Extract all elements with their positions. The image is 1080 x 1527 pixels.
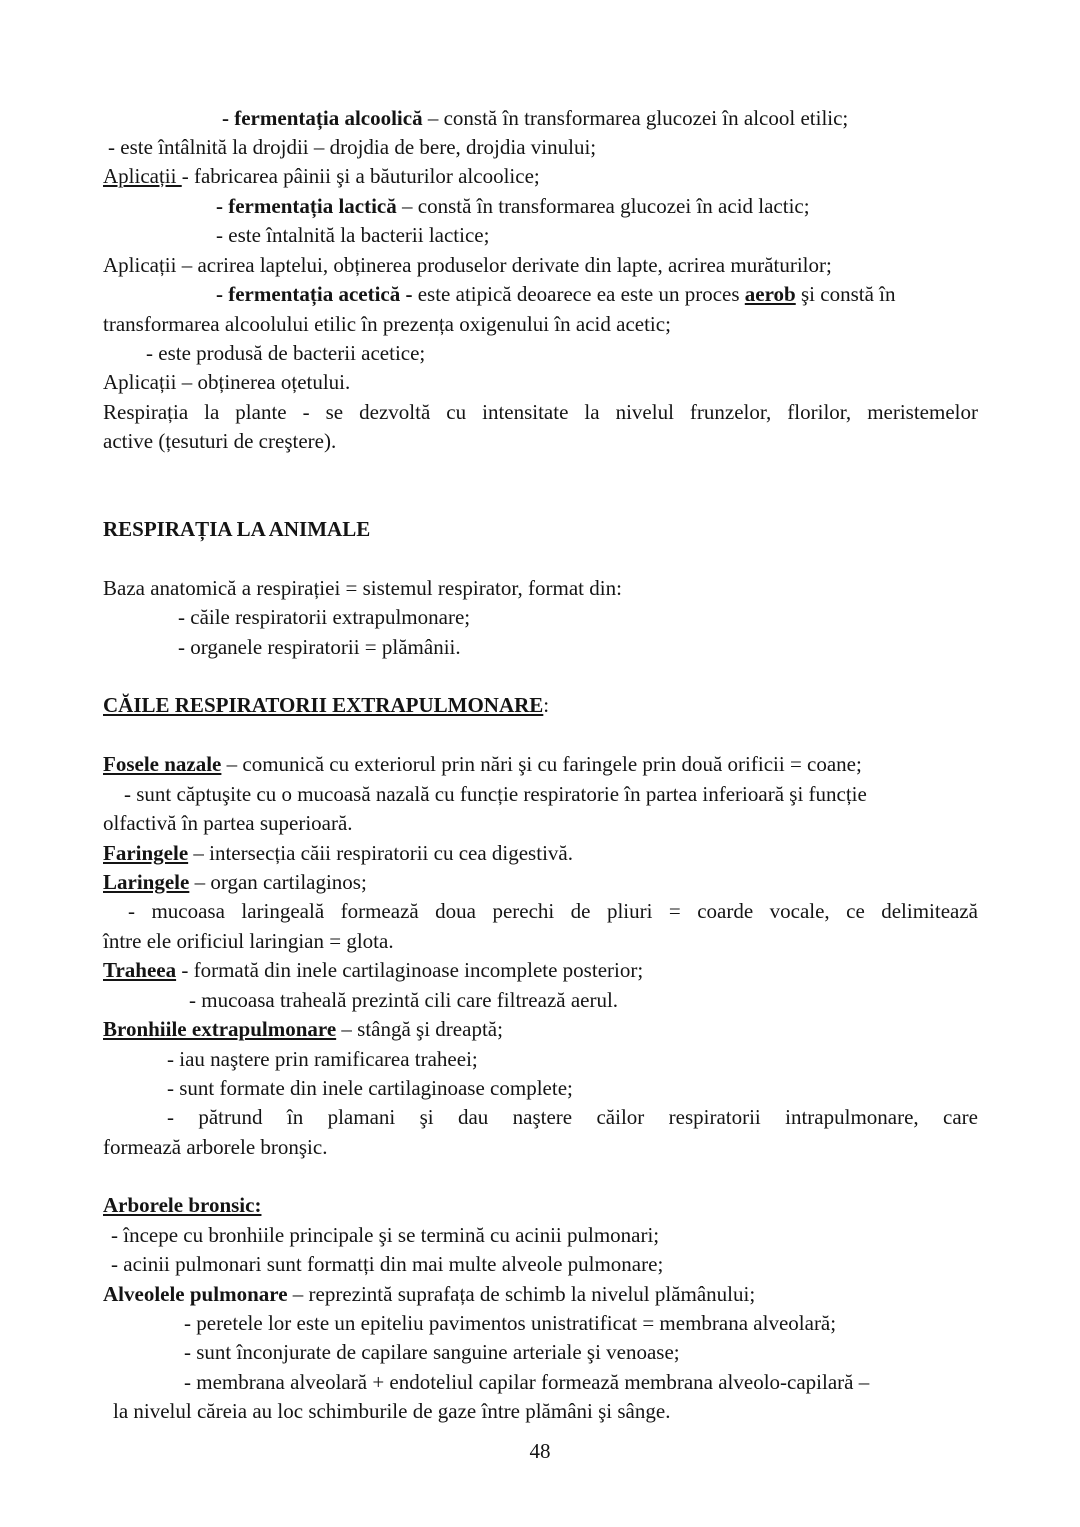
line-alveolele: Alveolele pulmonare – reprezintă suprafața de schimb la nivelul plămânului; — [103, 1282, 756, 1306]
line-aplicatii-otet: Aplicații – obținerea oțetului. — [103, 370, 351, 394]
line-respiratia-plante: Respirația la plante - se dezvoltă cu intensitate la nivelul frunzelor, florilor, meristemelor — [103, 400, 978, 424]
line-alcool-etilic: transformarea alcoolului etilic în prezența oxigenului în acid acetic; — [103, 312, 671, 336]
line-peretele: - peretele lor este un epiteliu pavimentos unistratificat = membrana alveolară; — [184, 1311, 837, 1335]
section-heading-cai-respiratorii: CĂILE RESPIRATORII EXTRAPULMONARE: — [103, 693, 550, 717]
line-fermentatie-lactica: - fermentația lactică – constă în transformarea glucozei în acid lactic; — [216, 194, 810, 218]
line-ramificarea-traheei: - iau naştere prin ramificarea traheei; — [167, 1047, 478, 1071]
line-bacterii-lactice: - este întalnită la bacterii lactice; — [216, 223, 490, 247]
line-acinii-pulmonari: - acinii pulmonari sunt formatți din mai multe alveole pulmonare; — [111, 1252, 664, 1276]
line-inele-complete: - sunt formate din inele cartilaginoase complete; — [167, 1076, 573, 1100]
line-mucoasa-laringeala: - mucoasa laringeală formează doua perechi de pliuri = coarde vocale, ce delimitează — [128, 899, 978, 923]
line-glota: între ele orificiul laringian = glota. — [103, 929, 394, 953]
line-schimburi-gaze: la nivelul căreia au loc schimburile de gaze între plămâni şi sânge. — [113, 1399, 671, 1423]
line-cai-extrapulmonare: - căile respiratorii extrapulmonare; — [178, 605, 471, 629]
line-organe-respiratorii: - organele respiratorii = plămânii. — [178, 635, 461, 659]
line-baza-anatomica: Baza anatomică a respirației = sistemul respirator, format din: — [103, 576, 622, 600]
section-heading-respiratia-animale: RESPIRAȚIA LA ANIMALE — [103, 517, 371, 541]
line-olfactiva: olfactivă în partea superioară. — [103, 811, 353, 835]
line-fermentatie-alcoolica: - fermentația alcoolică – constă în transformarea glucozei în alcool etilic; — [222, 106, 849, 130]
line-aplicatii-paine: Aplicații - fabricarea pâinii şi a băuturilor alcoolice; — [103, 164, 540, 188]
page-number: 48 — [529, 1439, 551, 1463]
line-laringele: Laringele – organ cartilaginos; — [103, 870, 367, 894]
line-mucoasa-traheala: - mucoasa traheală prezintă cili care filtrează aerul. — [189, 988, 619, 1012]
line-membrana-alveolara: - membrana alveolară + endoteliul capilar formează membrana alveolo-capilară – — [184, 1370, 870, 1394]
line-aplicatii-lapte: Aplicații – acrirea laptelui, obținerea produselor derivate din lapte, acrirea murăturilor; — [103, 253, 832, 277]
line-patrund-plamani: - pătrund în plamani şi dau naştere căilor respiratorii intrapulmonare, care — [167, 1105, 978, 1129]
line-mucoasa-nazala: - sunt căptuşite cu o mucoasă nazală cu funcție respiratorie în partea inferioară şi funcție — [124, 782, 867, 806]
line-fermentatie-acetica: - fermentația acetică - este atipică deoarece ea este un proces aerob şi constă în — [216, 282, 896, 306]
line-capilare: - sunt înconjurate de capilare sanguine arteriale şi venoase; — [184, 1340, 680, 1364]
line-traheea: Traheea - formată din inele cartilaginoase incomplete posterior; — [103, 958, 644, 982]
section-heading-arborele-bronsic: Arborele bronsic: — [103, 1193, 262, 1217]
line-tesuturi: active (țesuturi de creştere). — [103, 429, 337, 453]
line-drojdii: - este întâlnită la drojdii – drojdia de bere, drojdia vinului; — [108, 135, 597, 159]
line-arborele-bronsic: formează arborele bronşic. — [103, 1135, 328, 1159]
line-faringele: Faringele – intersecția căii respiratorii cu cea digestivă. — [103, 841, 573, 865]
line-fosele-nazale: Fosele nazale – comunică cu exteriorul prin nări şi cu faringele prin două orificii = coane; — [103, 752, 862, 776]
line-incepe-bronhiile: - începe cu bronhiile principale şi se termină cu acinii pulmonari; — [111, 1223, 660, 1247]
line-bacterii-acetice: - este produsă de bacterii acetice; — [146, 341, 426, 365]
line-bronhiile: Bronhiile extrapulmonare – stângă şi dreaptă; — [103, 1017, 503, 1041]
